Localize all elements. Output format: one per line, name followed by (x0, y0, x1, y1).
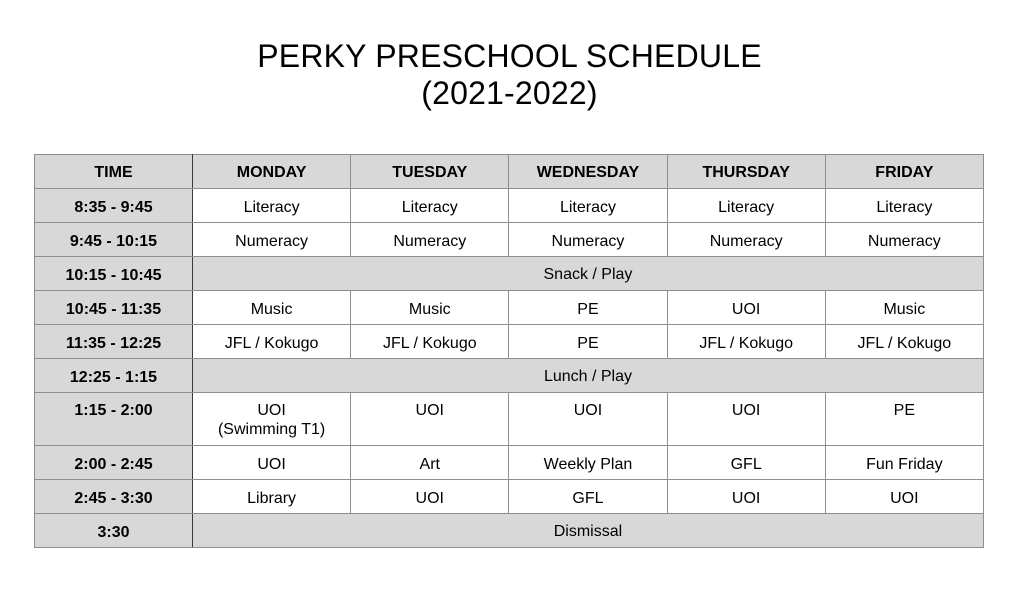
header-thursday: THURSDAY (667, 155, 825, 189)
time-cell: 8:35 - 9:45 (35, 189, 193, 223)
schedule-cell: Literacy (351, 189, 509, 223)
schedule-cell: Numeracy (193, 223, 351, 257)
schedule-cell: JFL / Kokugo (351, 325, 509, 359)
table-row (35, 223, 984, 257)
page-title (0, 38, 1019, 112)
time-cell: 10:15 - 10:45 (35, 257, 193, 291)
schedule-cell: UOI (351, 480, 509, 514)
schedule-cell: PE (509, 325, 667, 359)
schedule-cell: Literacy (667, 189, 825, 223)
header-monday: MONDAY (193, 155, 351, 189)
table-row (35, 291, 984, 325)
schedule-cell: Library (193, 480, 351, 514)
schedule-cell: Literacy (193, 189, 351, 223)
header-row (35, 155, 984, 189)
schedule-cell: JFL / Kokugo (667, 325, 825, 359)
schedule-cell-text: UOI (257, 402, 286, 419)
time-cell: 11:35 - 12:25 (35, 325, 193, 359)
schedule-cell: UOI (667, 480, 825, 514)
swimming-note: (Swimming T1) (217, 421, 326, 438)
header-tuesday: TUESDAY (351, 155, 509, 189)
time-cell: 9:45 - 10:15 (35, 223, 193, 257)
schedule-cell: UOI (351, 393, 509, 446)
schedule-cell: Numeracy (667, 223, 825, 257)
table-row (35, 257, 984, 291)
table-row (35, 359, 984, 393)
schedule-cell: PE (825, 393, 983, 446)
schedule-cell: GFL (509, 480, 667, 514)
schedule-cell: Fun Friday (825, 446, 983, 480)
schedule-cell: Numeracy (351, 223, 509, 257)
lunch-play-cell: Lunch / Play (193, 359, 984, 393)
schedule-cell: JFL / Kokugo (193, 325, 351, 359)
schedule-cell: UOI (667, 393, 825, 446)
schedule-cell: JFL / Kokugo (825, 325, 983, 359)
schedule-cell: UOI (193, 446, 351, 480)
time-cell: 2:00 - 2:45 (35, 446, 193, 480)
schedule-cell: Literacy (509, 189, 667, 223)
schedule-cell: UOI (509, 393, 667, 446)
schedule-cell: Music (193, 291, 351, 325)
schedule-cell: Numeracy (509, 223, 667, 257)
time-cell: 12:25 - 1:15 (35, 359, 193, 393)
schedule-cell: Literacy (825, 189, 983, 223)
dismissal-cell: Dismissal (193, 514, 984, 548)
schedule-table (34, 154, 984, 548)
time-cell: 3:30 (35, 514, 193, 548)
header-wednesday: WEDNESDAY (509, 155, 667, 189)
schedule-cell: GFL (667, 446, 825, 480)
schedule-cell: PE (509, 291, 667, 325)
time-cell: 2:45 - 3:30 (35, 480, 193, 514)
time-cell: 10:45 - 11:35 (35, 291, 193, 325)
schedule-cell: Numeracy (825, 223, 983, 257)
title-line-1: PERKY PRESCHOOL SCHEDULE (257, 38, 762, 74)
time-cell: 1:15 - 2:00 (35, 393, 193, 446)
title-line-2: (2021-2022) (421, 75, 598, 111)
table-row (35, 189, 984, 223)
header-time: TIME (35, 155, 193, 189)
table-row (35, 393, 984, 446)
table-row (35, 480, 984, 514)
schedule-cell: Music (825, 291, 983, 325)
header-friday: FRIDAY (825, 155, 983, 189)
snack-play-cell: Snack / Play (193, 257, 984, 291)
schedule-cell: UOI (825, 480, 983, 514)
table-row (35, 446, 984, 480)
schedule-cell: UOI (667, 291, 825, 325)
table-row (35, 514, 984, 548)
schedule-cell: Music (351, 291, 509, 325)
table-row (35, 325, 984, 359)
schedule-cell: Weekly Plan (509, 446, 667, 480)
schedule-cell: Art (351, 446, 509, 480)
schedule-cell (193, 393, 351, 446)
